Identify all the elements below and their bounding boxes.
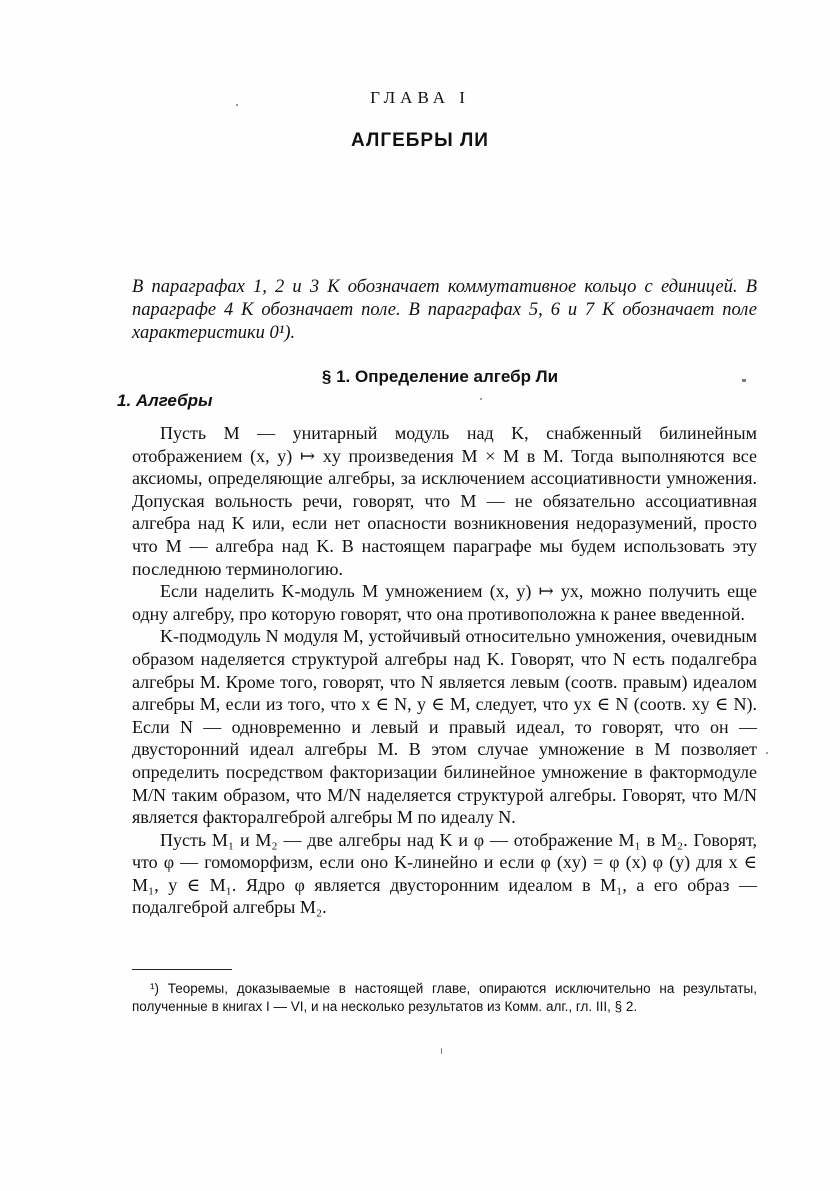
scan-speck <box>742 379 746 382</box>
scan-speck <box>766 752 768 754</box>
subsection-heading: 1. Алгебры <box>117 391 213 410</box>
paragraph: Если наделить K-модуль M умножением (x, y) ↦ yx, можно получить еще одну алгебру, про которую говорят, что она противоположна к ранее введенной. <box>132 581 757 624</box>
footnote <box>132 980 757 1016</box>
scan-speck <box>480 398 482 400</box>
footnote-divider <box>132 969 232 970</box>
paragraph: Пусть M₁ и M₂ — две алгебры над K и φ — отображение M₁ в M₂. Говорят, что φ — гомоморфизм, если оно K-линейно и если φ (xy) = φ (x) φ (y) для x ∈ M₁, y ∈ M₁. Ядро φ является двусторонним идеалом в M₁, а его образ — подалгеброй алгебры M₂. <box>132 829 757 918</box>
chapter-intro <box>132 276 757 345</box>
section-heading: § 1. Определение алгебр Ли <box>321 367 559 386</box>
body-text <box>132 422 757 919</box>
intro-text: В параграфах 1, 2 и 3 K обозначает коммутативное кольцо с единицей. В параграфе 4 K обозначает поле. В параграфах 5, 6 и 7 K обозначает поле характеристики 0¹). <box>132 277 757 343</box>
scan-speck <box>441 1048 442 1054</box>
footnote-text: ¹) Теоремы, доказываемые в настоящей главе, опираются исключительно на результаты, полученные в книгах I — VI, и на несколько результатов из Комм. алг., гл. III, § 2. <box>132 981 757 1014</box>
paragraph: K-подмодуль N модуля M, устойчивый относительно умножения, очевидным образом наделяется структурой алгебры над K. Говорят, что N есть подалгебра алгебры M. Кроме того, говорят, что N является левым (соотв. правым) идеалом алгебры M, если из того, что x ∈ N, y ∈ M, следует, что yx ∈ N (соотв. xy ∈ N). Если N — одновременно и левый и правый идеал, то говорят, что он — двусторонний идеал алгебры M. В этом случае умножение в M позволяет определить посредством факторизации билинейное умножение в фактормодуле M/N таким образом, что M/N наделяется структурой алгебры. Говорят, что M/N является факторалгеброй алгебры M по идеалу N. <box>132 626 757 828</box>
chapter-title: АЛГЕБРЫ ЛИ <box>351 130 489 151</box>
chapter-label: ГЛАВА I <box>370 88 470 107</box>
scan-speck <box>236 104 238 106</box>
paragraph: Пусть M — унитарный модуль над K, снабженный билинейным отображением (x, y) ↦ xy произведения M × M в M. Тогда выполняются все аксиомы, определяющие алгебры, за исключением ассоциативности умножения. Допуская вольность речи, говорят, что M — не обязательно ассоциативная алгебра над K или, если нет опасности возникновения недоразумений, просто что M — алгебра над K. В настоящем параграфе мы будем использовать эту последнюю терминологию. <box>132 423 757 579</box>
